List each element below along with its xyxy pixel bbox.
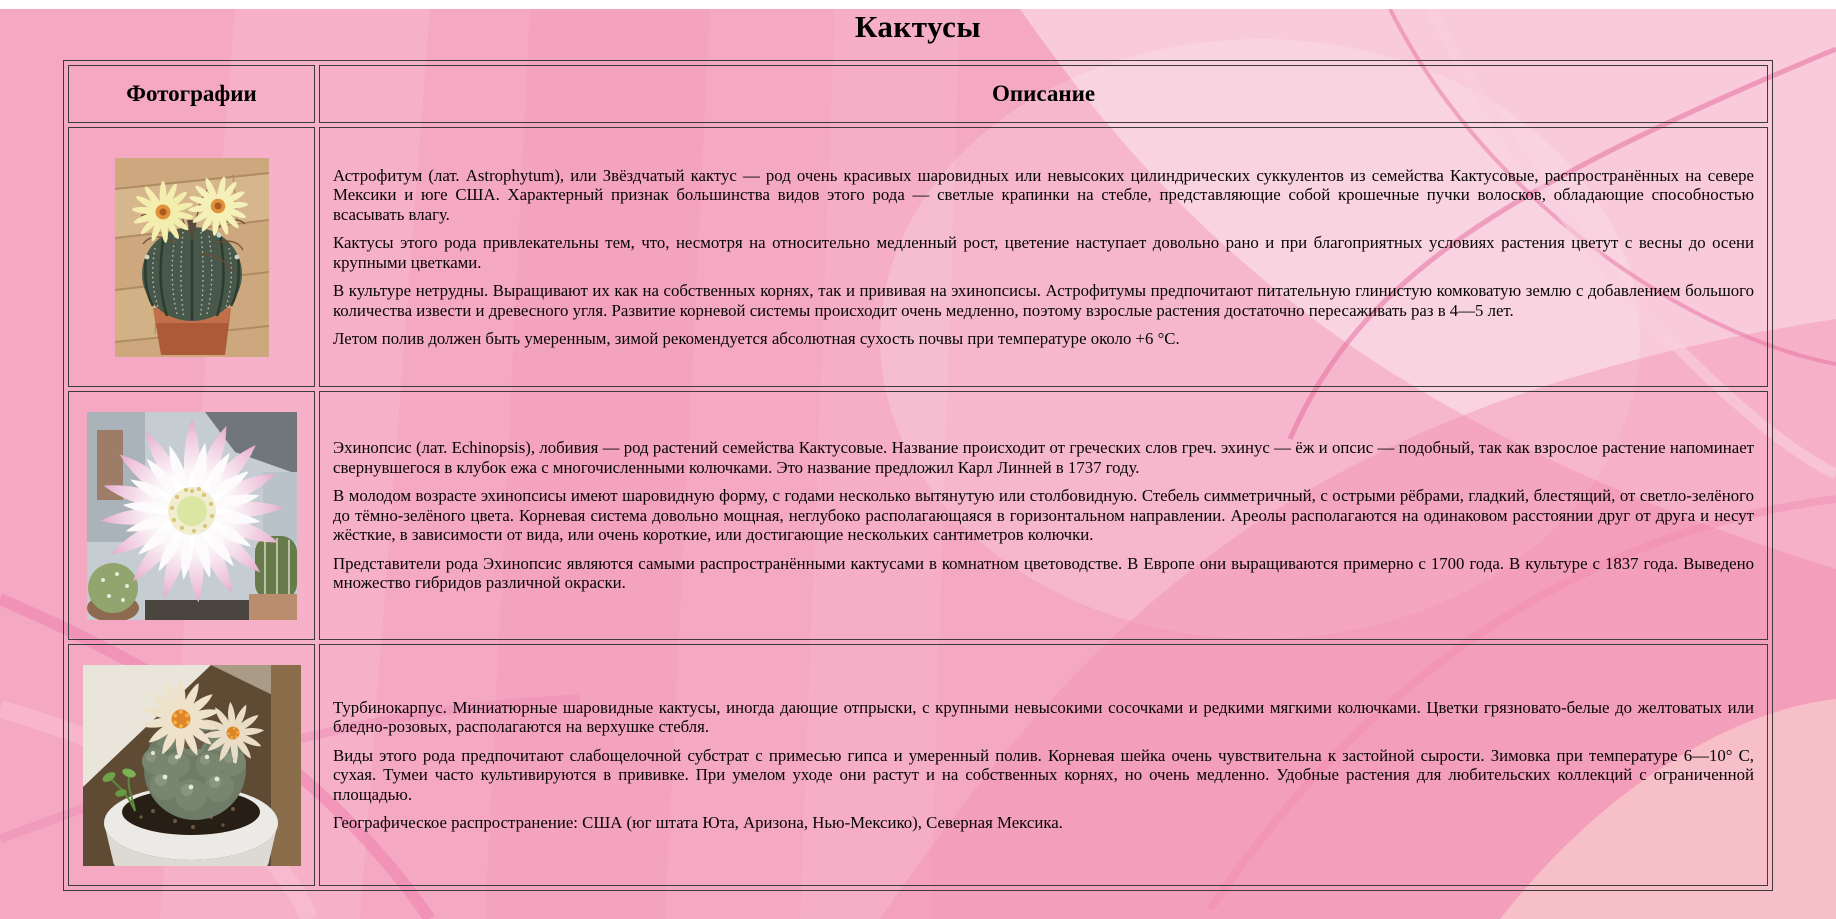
turbinocarpus-photo xyxy=(83,665,301,866)
echinopsis-photo xyxy=(87,412,297,620)
column-header-photos: Фотографии xyxy=(68,65,315,123)
photo-cell-turbinocarpus xyxy=(68,644,315,886)
description-cell-turbinocarpus xyxy=(319,644,1768,886)
description-paragraph: Турбинокарпус. Миниатюрные шаровидные кактусы, иногда дающие отпрыски, с крупными невысокими сосочками и редкими мягкими колючками. Цветки грязновато-белые до желтоватых или бледно-розовых, располагаются на верхушке стебля. xyxy=(333,697,1754,736)
cacti-table xyxy=(63,60,1773,891)
description-paragraph: Астрофитум (лат. Astrophytum), или Звёздчатый кактус — род очень красивых шаровидных или невысоких цилиндрических суккулентов из семейства Кактусовые, распространённых на севере Мексики и юге США. Характерный признак большинства видов этого рода — светлые крапинки на стебле, представляющие собой крошечные пучки волосков, обладающие способностью всасывать влагу. xyxy=(333,165,1754,224)
table-row-astrophytum xyxy=(68,127,1768,387)
header-row xyxy=(68,65,1768,123)
description-cell-astrophytum xyxy=(319,127,1768,387)
description-paragraph: В молодом возрасте эхинопсисы имеют шаровидную форму, с годами несколько вытянутую или столбовидную. Стебель симметричный, с острыми рёбрами, гладкий, блестящий, от светло-зелёного до тёмно-зелёного цвета. Корневая система довольно мощная, неглубоко располагающаяся в горизонтальном направлении. Ареолы располагаются на одинаковом расстоянии друг от друга и несут жёсткие, в зависимости от вида, или очень короткие, или достигающие нескольких сантиметров колючки. xyxy=(333,486,1754,545)
page xyxy=(0,9,1836,891)
astrophytum-photo xyxy=(115,158,269,357)
column-header-description: Описание xyxy=(319,65,1768,123)
page-title: Кактусы xyxy=(854,9,982,44)
photo-cell-echinopsis xyxy=(68,391,315,640)
description-paragraph: Кактусы этого рода привлекательны тем, что, несмотря на относительно медленный рост, цветение наступает довольно рано и при благоприятных условиях растения цветут с весны до осени крупными цветками. xyxy=(333,233,1754,272)
description-paragraph: Географическое распространение: США (юг штата Юта, Аризона, Нью-Мексико), Северная Мексика. xyxy=(333,813,1063,832)
description-paragraph: В культуре нетрудны. Выращивают их как на собственных корнях, так и прививая на эхинопсисы. Астрофитумы предпочитают питательную глинистую комковатую землю с добавлением большого количества извести и древесного угля. Развитие корневой системы происходит очень медленно, поэтому взрослые растения достаточно пересаживать раз в 4—5 лет. xyxy=(333,281,1754,320)
description-paragraph: Эхинопсис (лат. Echinopsis), лобивия — род растений семейства Кактусовые. Название происходит от греческих слов греч. эхинус — ёж и опсис — подобный, так как взрослое растение напоминает свернувшегося в клубок ежа с многочисленными колючками. Это название предложил Карл Линней в 1737 году. xyxy=(333,438,1754,477)
table-row-echinopsis xyxy=(68,391,1768,640)
description-cell-echinopsis xyxy=(319,391,1768,640)
photo-cell-astrophytum xyxy=(68,127,315,387)
table-row-turbinocarpus xyxy=(68,644,1768,886)
description-paragraph: Виды этого рода предпочитают слабощелочной субстрат с примесью гипса и умеренный полив. Корневая шейка очень чувствительна к застойной сырости. Зимовка при температуре 6—10° C, сухая. Тумеи часто культивируются в прививке. При умелом уходе они растут и на собственных корнях, но очень медленно. Удобные растения для любительских коллекций с ограниченной площадью. xyxy=(333,745,1754,804)
description-paragraph: Летом полив должен быть умеренным, зимой рекомендуется абсолютная сухость почвы при температуре около +6 °C. xyxy=(333,329,1180,348)
description-paragraph: Представители рода Эхинопсис являются самыми распространёнными кактусами в комнатном цветоводстве. В Европе они выращиваются примерно с 1700 года. В культуре с 1837 года. Выведено множество гибридов различной окраски. xyxy=(333,553,1754,593)
